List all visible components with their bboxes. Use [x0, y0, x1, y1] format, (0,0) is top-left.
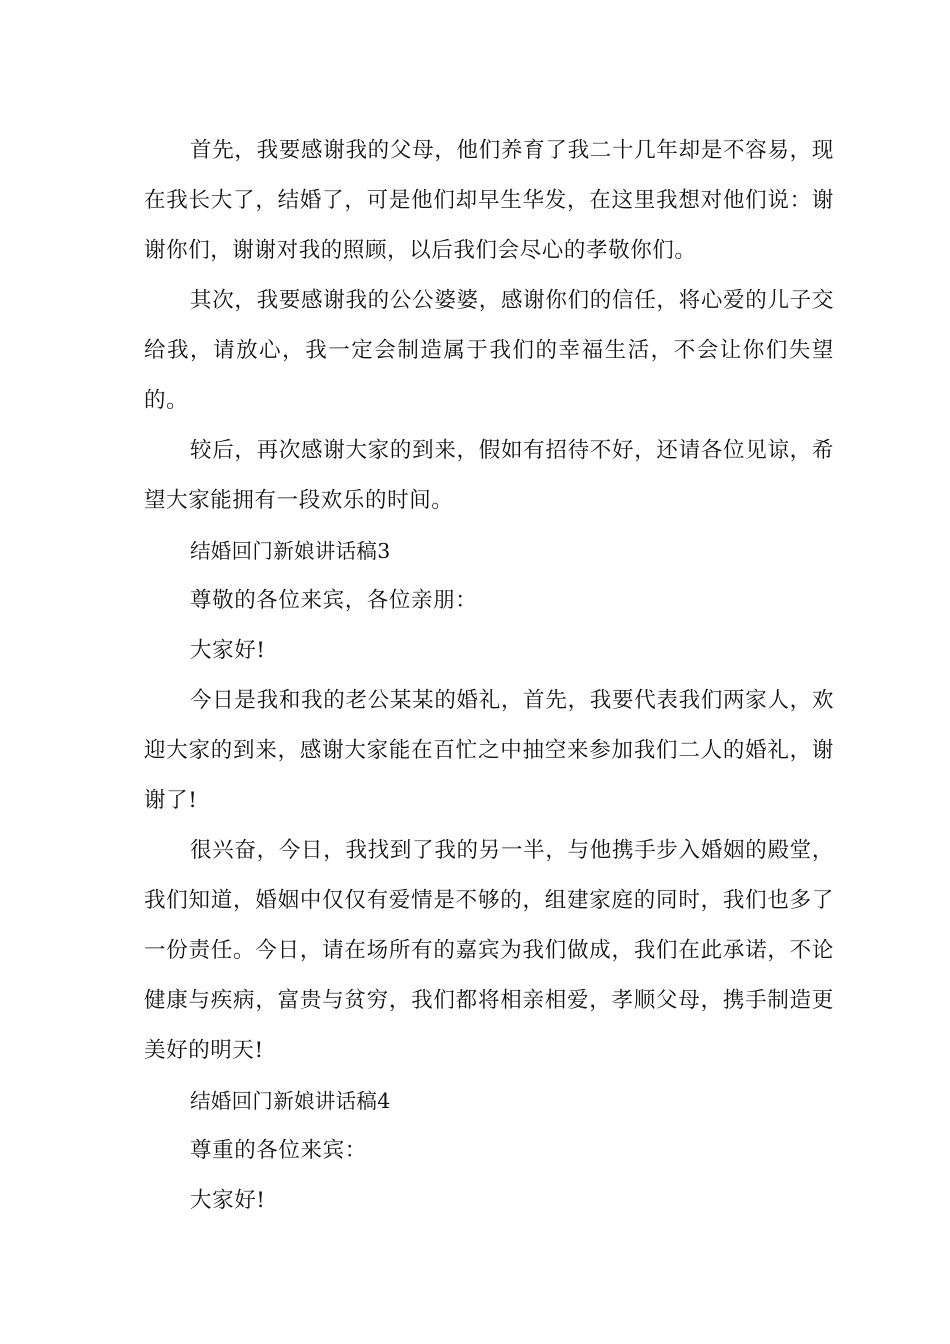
greeting-4: 大家好!	[190, 1188, 266, 1213]
paragraph-thanks-in-laws: 其次，我要感谢我的公公婆婆，感谢你们的信任，将心爱的儿子交给我，请放心，我一定会制造属于我们的幸福生活，不会让你们失望的。	[144, 288, 834, 413]
greeting-3: 大家好!	[190, 638, 266, 663]
paragraph-wedding-promise: 很兴奋，今日，我找到了我的另一半，与他携手步入婚姻的殿堂，我们知道，婚姻中仅仅有爱情是不够的，组建家庭的同时，我们也多了一份责任。今日，请在场所有的嘉宾为我们做成，我们在此承诺，不论健康与疾病，富贵与贫穷，我们都将相亲相爱，孝顺父母，携手制造更美好的明天!	[144, 838, 834, 1063]
paragraph-closing-thanks: 较后，再次感谢大家的到来，假如有招待不好，还请各位见谅，希望大家能拥有一段欢乐的时间。	[144, 438, 834, 513]
salutation-4: 尊重的各位来宾：	[190, 1138, 367, 1163]
section-heading-3: 结婚回门新娘讲话稿3	[190, 539, 391, 563]
paragraph-wedding-welcome: 今日是我和我的老公某某的婚礼，首先，我要代表我们两家人，欢迎大家的到来，感谢大家能在百忙之中抽空来参加我们二人的婚礼，谢谢了!	[144, 688, 834, 813]
salutation-3: 尊敬的各位来宾，各位亲朋：	[190, 588, 478, 613]
section-heading-4: 结婚回门新娘讲话稿4	[190, 1089, 391, 1113]
paragraph-thanks-parents: 首先，我要感谢我的父母，他们养育了我二十几年却是不容易，现在我长大了，结婚了，可是他们却早生华发，在这里我想对他们说：谢谢你们，谢谢对我的照顾，以后我们会尽心的孝敬你们。	[144, 138, 834, 263]
document-body	[144, 126, 834, 1226]
